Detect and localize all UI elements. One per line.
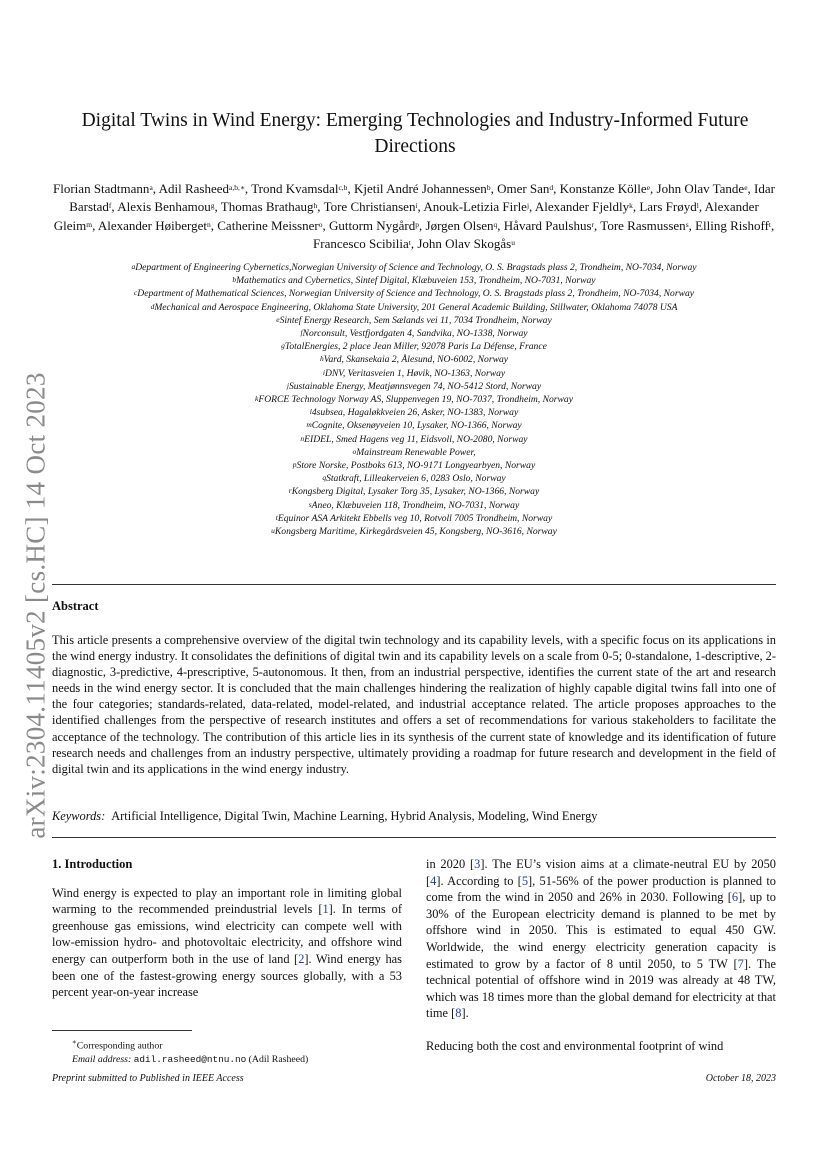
paper-title: Digital Twins in Wind Energy: Emerging Technologies and Industry-Informed Future Directions xyxy=(81,110,749,157)
affiliation-list xyxy=(52,261,776,538)
author-name: Alexander Høiberget$^n$ xyxy=(97,217,211,233)
author-name: Konstanze Kölle$^e$ xyxy=(559,181,651,196)
affiliation-line xyxy=(52,327,776,340)
affiliation-text: FORCE Technology Norway AS, Sluppenvegen 19, NO-7037, Trondheim, Norway xyxy=(258,394,573,406)
affiliation-line xyxy=(52,472,776,485)
affiliation-mark: k xyxy=(255,394,259,404)
left-column xyxy=(52,856,402,1001)
affiliation-text: Department of Mathematical Sciences, Norwegian University of Science and Technology, O. S. Bragstads plass 2, Trondheim, NO-7034, Norway xyxy=(137,288,695,300)
affiliation-line xyxy=(52,485,776,498)
affiliation-text: Kongsberg Maritime, Kirkegårdsveien 45, Kongsberg, NO-3616, Norway xyxy=(274,526,557,538)
author-name: Elling Rishoff$^t$ xyxy=(695,217,771,233)
affiliation-mark: h xyxy=(319,354,324,364)
affiliation-text: Equinor ASA Arkitekt Ebbells veg 10, Rotvoll 7005 Trondheim, Norway xyxy=(277,512,553,524)
author-name: Tore Rasmussen$^s$ xyxy=(600,217,689,233)
affiliation-text: Mathematics and Cybernetics, Sintef Digital, Klæbuveien 153, Trondheim, NO-7031, Norway xyxy=(236,275,596,287)
affiliation-mark: t xyxy=(275,512,278,522)
affiliation-text: Mechanical and Aerospace Engineering, Oklahoma State University, 201 General Academic Building, Stillwater, Oklahoma 74078 USA xyxy=(154,301,678,313)
citation-link[interactable]: 8 xyxy=(455,1006,462,1021)
author-affiliation-mark: e xyxy=(646,183,651,192)
abstract-top-rule xyxy=(52,584,776,585)
author-affiliation-mark: g xyxy=(210,201,215,211)
affiliation-mark: e xyxy=(276,314,280,324)
author-name: Idar Barstad$^f$ xyxy=(69,181,775,215)
affiliation-mark: q xyxy=(322,473,327,483)
arxiv-id: arXiv:2304.11405v2 [cs.HC] 14 Oct 2023 xyxy=(20,371,51,839)
affiliation-line xyxy=(52,367,776,380)
affiliation-text: Mainstream Renewable Power, xyxy=(356,446,476,458)
author-affiliation-mark: b xyxy=(486,183,491,192)
author-name: Guttorm Nygård$^p$ xyxy=(328,217,420,233)
affiliation-text: Vard, Skansekaia 2, Ålesund, NO-6002, Norway xyxy=(323,354,509,366)
author-name: Florian Stadtmann$^a$ xyxy=(53,181,153,196)
citation-link[interactable]: 1 xyxy=(322,902,329,917)
author-name: Håvard Paulshus$^r$ xyxy=(503,217,595,233)
author-name: Catherine Meissner$^o$ xyxy=(217,217,323,233)
keywords-label: Keywords: xyxy=(52,809,106,823)
affiliation-mark: s xyxy=(308,499,312,509)
abstract-bottom-rule xyxy=(52,837,776,838)
citation-link[interactable]: 3 xyxy=(474,857,481,871)
affiliation-text: Norconsult, Vestfjordgaten 4, Sandvika, NO-1338, Norway xyxy=(302,328,528,340)
affiliation-line xyxy=(52,499,776,512)
author-name: Lars Frøyd$^l$ xyxy=(639,199,699,215)
author-affiliation-mark: e xyxy=(744,183,748,192)
footer-preprint-note: Preprint submitted to Published in IEEE Access xyxy=(52,1073,244,1084)
author-name: Francesco Scibilia$^t$ xyxy=(313,236,411,252)
footnote-rule xyxy=(52,1030,192,1031)
email-note: Email address: adil.rasheed@ntnu.no (Adil Rasheed) xyxy=(72,1054,309,1066)
affiliation-line xyxy=(52,261,776,274)
abstract-heading: Abstract xyxy=(52,599,99,613)
affiliation-line xyxy=(52,525,776,538)
affiliation-text: Kongsberg Digital, Lysaker Torg 35, Lysaker, NO-1366, Norway xyxy=(291,486,540,498)
section-heading-introduction: 1. Introduction xyxy=(52,857,133,871)
affiliation-line xyxy=(52,433,776,446)
affiliation-line xyxy=(52,406,776,419)
author-name: Adil Rasheed$^{a,b,∗}$ xyxy=(158,181,245,196)
citation-link[interactable]: 2 xyxy=(298,951,305,966)
author-name: Tore Christiansen$^i$ xyxy=(323,199,418,215)
citation-link[interactable]: 7 xyxy=(737,956,744,971)
author-name: Anouk-Letizia Firle$^j$ xyxy=(423,199,530,215)
affiliation-mark: a xyxy=(131,262,136,271)
affiliation-mark: g xyxy=(281,341,285,351)
affiliation-text: Statkraft, Lilleakerveien 6, 0283 Oslo, Norway xyxy=(326,473,506,485)
affiliation-mark: n xyxy=(300,433,305,443)
author-affiliation-mark: u xyxy=(511,238,515,248)
author-name: Thomas Brathaug$^h$ xyxy=(220,199,318,215)
affiliation-text: Sustainable Energy, Meatjønnsvegen 74, NO-5412 Stord, Norway xyxy=(288,380,542,392)
affiliation-line xyxy=(52,393,776,406)
author-name: Omer San$^d$ xyxy=(497,181,554,196)
affiliation-mark: d xyxy=(150,301,155,311)
keywords xyxy=(52,809,776,824)
affiliation-mark: b xyxy=(232,275,237,285)
author-name: Alexander Gleim$^m$ xyxy=(53,199,759,233)
author-affiliation-mark: r xyxy=(591,219,595,229)
author-affiliation-mark: a xyxy=(149,183,153,192)
abstract-body: This article presents a comprehensive overview of the digital twin technology and its capability levels, with a specific focus on its applications in the wind energy industry. It consolidates the definitions of digital twin and its capability levels on a scale from 0-5; 0-standalone, 1-descriptive, 2-diagnostic, 3-predictive, 4-prescriptive, 5-autonomous. It then, from an industrial perspective, identifies the current state of the art and research needs in the wind energy sector. It is concluded that the main challenges hindering the realization of highly capable digital twins fall into one of the four categories; standards-related, data-related, model-related, and industrial acceptance related. The article proposes approaches to the identified challenges from the perspective of research institutes and offers a set of recommendations for various stakeholders to facilitate the acceptance of the technology. The contribution of this article lies in its synthesis of the current state of knowledge and its identification of future research needs and challenges from an industry perspective, ultimately providing a roadmap for future research and development in the field of digital twin and its applications in the wind energy industry. xyxy=(52,633,776,776)
affiliation-mark: c xyxy=(133,288,138,298)
affiliation-text: Sintef Energy Research, Sem Sælands vei 11, 7034 Trondheim, Norway xyxy=(279,314,552,326)
author-affiliation-mark: k xyxy=(629,201,633,211)
right-column xyxy=(426,856,776,1055)
author-affiliation-mark: s xyxy=(685,219,689,229)
affiliation-mark: o xyxy=(352,446,357,456)
affiliation-line xyxy=(52,446,776,459)
author-affiliation-mark: p xyxy=(415,219,420,229)
author-name: Kjetil André Johannessen$^b$ xyxy=(353,181,491,196)
intro-paragraph-1: Wind energy is expected to play an important role in limiting global warming to the recommended preindustrial levels [1]. In terms of greenhouse gas emissions, wind electricity can compete well with low-emission hydro- and photovoltaic electricity, and offshore wind energy can outperform both in the use of land [2]. Wind energy has been one of the fastest-growing energy sources globally, with a 53 percent year-on-year increase xyxy=(52,885,402,1000)
author-affiliation-mark: l xyxy=(696,201,699,211)
author-affiliation-mark: d xyxy=(549,183,554,192)
affiliation-text: Aneo, Klæbuveien 118, Trondheim, NO-7031, Norway xyxy=(311,499,520,511)
author-affiliation-mark: f xyxy=(108,201,112,211)
affiliation-text: 4subsea, Hagaløkkveien 26, Asker, NO-1383, Norway xyxy=(311,407,519,419)
affiliation-text: Cognite, Oksenøyveien 10, Lysaker, NO-1366, Norway xyxy=(311,420,522,432)
author-name: Alexander Fjeldly$^k$ xyxy=(534,199,633,215)
footnote xyxy=(52,1035,402,1067)
affiliation-text: TotalEnergies, 2 place Jean Miller, 92078 Paris La Défense, France xyxy=(284,341,547,353)
intro-paragraph-1-cont: in 2020 [3]. The EU’s vision aims at a climate-neutral EU by 2050 [4]. According to [5], 51-56% of the power production is planned to come from the wind in 2050 and 26% in 2030. Following [6], up to 30% of the European electricity demand is planned to be met by offshore wind in 2050. This is estimated to equal 450 GW. Worldwide, the wind energy electricity generation capacity is estimated to grow by a factor of 8 until 2050, to 5 TW [7]. The technical potential of offshore wind in 2019 was already at 48 TW, which was 18 times more than the global demand for electricity at that time [8]. xyxy=(426,857,776,1021)
affiliation-line xyxy=(52,301,776,314)
author-affiliation-mark: t xyxy=(408,238,411,248)
author-affiliation-mark: m xyxy=(86,219,93,229)
author-name: Jørgen Olsen$^q$ xyxy=(425,217,498,233)
affiliation-mark: f xyxy=(300,328,303,338)
author-affiliation-mark: c,b xyxy=(338,183,348,192)
affiliation-mark: j xyxy=(286,380,289,390)
footer-date: October 18, 2023 xyxy=(705,1073,776,1084)
affiliation-line xyxy=(52,419,776,432)
email-link[interactable]: adil.rasheed@ntnu.no xyxy=(133,1054,247,1066)
author-affiliation-mark: n xyxy=(207,219,211,229)
keywords-text: Artificial Intelligence, Digital Twin, Machine Learning, Hybrid Analysis, Modeling, Wind Energy xyxy=(111,809,598,823)
intro-paragraph-2: Reducing both the cost and environmental footprint of wind xyxy=(426,1038,724,1053)
author-affiliation-mark: t xyxy=(768,219,771,229)
affiliation-line xyxy=(52,314,776,327)
author-affiliation-mark: q xyxy=(493,219,498,229)
author-affiliation-mark: a,b,∗ xyxy=(228,183,245,192)
author-name: Trond Kvamsdal$^{c,b}$ xyxy=(251,181,348,196)
author-list: Florian Stadtmann$^a$, Adil Rasheed$^{a,b,∗}$, Trond Kvamsdal$^{c,b}$, Kjetil André Johannessen$^b$, Omer San$^d$, Konstanze Kölle$^e$, John Olav Tande$^e$, Idar Barstad$^f$, Alexis Benhamou$^g$, Thomas Brathaug$^h$, Tore Christiansen$^i$, Anouk-Letizia Firle$^j$, Alexander Fjeldly$^k$, Lars Frøyd$^l$, Alexander Gleim$^m$, Alexander Høiberget$^n$, Catherine Meissner$^o$, Guttorm Nygård$^p$, Jørgen Olsen$^q$, Håvard Paulshus$^r$, Tore Rasmussen$^s$, Elling Rishoff$^t$, Francesco Scibilia$^t$, John Olav Skogås$^u$ xyxy=(53,181,775,252)
author-affiliation-mark: j xyxy=(526,201,530,211)
affiliation-mark: p xyxy=(292,460,297,470)
affiliation-text: DNV, Veritasveien 1, Høvik, NO-1363, Norway xyxy=(324,367,506,379)
affiliation-mark: r xyxy=(288,486,292,496)
affiliation-line xyxy=(52,353,776,366)
author-name: John Olav Skogås$^u$ xyxy=(417,236,515,252)
affiliation-line xyxy=(52,287,776,300)
affiliation-line xyxy=(52,274,776,287)
author-affiliation-mark: h xyxy=(313,201,318,211)
affiliation-mark: l xyxy=(309,407,312,417)
affiliation-mark: i xyxy=(322,367,325,377)
citation-link[interactable]: 6 xyxy=(731,890,739,905)
affiliation-line xyxy=(52,340,776,353)
citation-link[interactable]: 4 xyxy=(430,873,437,888)
corresponding-author-note: ∗Corresponding author xyxy=(72,1038,163,1052)
affiliation-mark: u xyxy=(271,526,275,536)
affiliation-line xyxy=(52,380,776,393)
author-name: Alexis Benhamou$^g$ xyxy=(117,199,215,215)
citation-link[interactable]: 5 xyxy=(521,873,529,888)
affiliation-text: Department of Engineering Cybernetics,Norwegian University of Science and Technology, O. S. Bragstads plass 2, Trondheim, NO-7034, Norway xyxy=(135,262,697,273)
affiliation-text: EIDEL, Smed Hagens veg 11, Eidsvoll, NO-2080, Norway xyxy=(304,433,528,445)
author-name: John Olav Tande$^e$ xyxy=(656,181,748,196)
affiliation-line xyxy=(52,512,776,525)
affiliation-text: Store Norske, Postboks 613, NO-9171 Longyearbyen, Norway xyxy=(296,460,536,472)
author-affiliation-mark: i xyxy=(415,201,418,211)
affiliation-mark: m xyxy=(306,420,312,430)
affiliation-line xyxy=(52,459,776,472)
author-affiliation-mark: o xyxy=(318,219,323,229)
